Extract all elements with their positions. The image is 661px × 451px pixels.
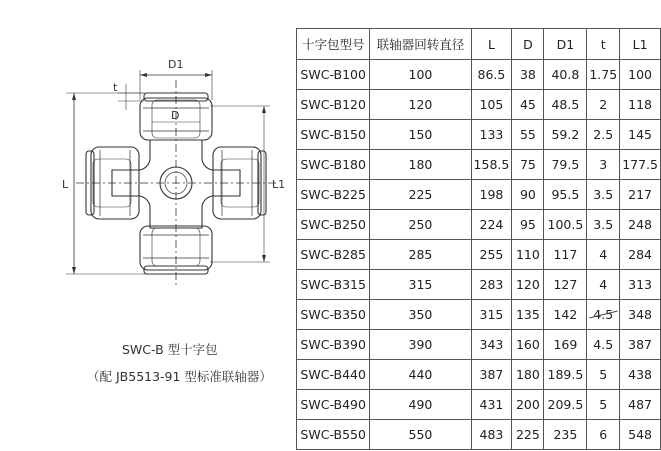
cell-diameter: 440 bbox=[370, 360, 471, 390]
cell-d: 55 bbox=[512, 120, 544, 150]
cell-d: 95 bbox=[512, 210, 544, 240]
cell-diameter: 250 bbox=[370, 210, 471, 240]
cell-diameter: 120 bbox=[370, 90, 471, 120]
cell-model: SWC-B285 bbox=[297, 240, 370, 270]
cell-d1: 117 bbox=[544, 240, 587, 270]
cell-diameter: 180 bbox=[370, 150, 471, 180]
cell-l: 283 bbox=[471, 270, 512, 300]
cell-d1: 189.5 bbox=[544, 360, 587, 390]
cell-l: 343 bbox=[471, 330, 512, 360]
table-row bbox=[297, 360, 661, 390]
cell-t: 3.5 bbox=[587, 210, 620, 240]
drawing-caption-note: （配 JB5513-91 型标准联轴器） bbox=[87, 369, 272, 384]
cell-d1: 48.5 bbox=[544, 90, 587, 120]
cell-model: SWC-B150 bbox=[297, 120, 370, 150]
cell-l1: 118 bbox=[620, 90, 661, 120]
cell-l1: 487 bbox=[620, 390, 661, 420]
cell-l: 133 bbox=[471, 120, 512, 150]
cell-d1: 169 bbox=[544, 330, 587, 360]
cell-t: 5 bbox=[587, 390, 620, 420]
table-row bbox=[297, 90, 661, 120]
header-d1: D1 bbox=[544, 29, 587, 60]
header-t: t bbox=[587, 29, 620, 60]
table-row bbox=[297, 120, 661, 150]
cell-l1: 145 bbox=[620, 120, 661, 150]
cell-d: 110 bbox=[512, 240, 544, 270]
cell-model: SWC-B100 bbox=[297, 60, 370, 90]
table-row bbox=[297, 270, 661, 300]
cell-l: 86.5 bbox=[471, 60, 512, 90]
cell-diameter: 550 bbox=[370, 420, 471, 450]
cell-d: 135 bbox=[512, 300, 544, 330]
header-l1: L1 bbox=[620, 29, 661, 60]
cell-l: 198 bbox=[471, 180, 512, 210]
cell-d1: 95.5 bbox=[544, 180, 587, 210]
cell-t: 4 bbox=[587, 270, 620, 300]
cell-diameter: 490 bbox=[370, 390, 471, 420]
table-row bbox=[297, 150, 661, 180]
cell-t bbox=[587, 300, 620, 330]
cell-model: SWC-B250 bbox=[297, 210, 370, 240]
cell-d1: 40.8 bbox=[544, 60, 587, 90]
cell-d1: 235 bbox=[544, 420, 587, 450]
cell-d1: 142 bbox=[544, 300, 587, 330]
table-row bbox=[297, 60, 661, 90]
table-row bbox=[297, 300, 661, 330]
label-l: L bbox=[62, 178, 69, 191]
cell-l1: 348 bbox=[620, 300, 661, 330]
cell-d: 120 bbox=[512, 270, 544, 300]
cell-d1: 79.5 bbox=[544, 150, 587, 180]
cell-d1: 209.5 bbox=[544, 390, 587, 420]
cell-model: SWC-B390 bbox=[297, 330, 370, 360]
header-diameter: 联轴器回转直径 bbox=[370, 29, 471, 60]
cell-l1: 284 bbox=[620, 240, 661, 270]
cell-t: 2 bbox=[587, 90, 620, 120]
cell-l1: 217 bbox=[620, 180, 661, 210]
cell-d1: 59.2 bbox=[544, 120, 587, 150]
spec-table bbox=[296, 28, 661, 450]
cell-t: 4.5 bbox=[587, 330, 620, 360]
cell-l: 483 bbox=[471, 420, 512, 450]
drawing-caption-model: SWC-B 型十字包 bbox=[122, 342, 218, 357]
label-d1: D1 bbox=[168, 58, 184, 71]
cell-d: 90 bbox=[512, 180, 544, 210]
cell-d1: 100.5 bbox=[544, 210, 587, 240]
table-row bbox=[297, 240, 661, 270]
cell-l: 255 bbox=[471, 240, 512, 270]
cell-l: 431 bbox=[471, 390, 512, 420]
cell-l1: 438 bbox=[620, 360, 661, 390]
cell-model: SWC-B180 bbox=[297, 150, 370, 180]
cell-diameter: 390 bbox=[370, 330, 471, 360]
cell-l1: 100 bbox=[620, 60, 661, 90]
cell-model: SWC-B550 bbox=[297, 420, 370, 450]
cell-d1: 127 bbox=[544, 270, 587, 300]
cell-t: 1.75 bbox=[587, 60, 620, 90]
cell-l1: 313 bbox=[620, 270, 661, 300]
table-header-row bbox=[297, 29, 661, 60]
cell-model: SWC-B350 bbox=[297, 300, 370, 330]
header-l: L bbox=[471, 29, 512, 60]
cell-model: SWC-B315 bbox=[297, 270, 370, 300]
cell-t: 3 bbox=[587, 150, 620, 180]
cell-l1: 177.5 bbox=[620, 150, 661, 180]
header-d: D bbox=[512, 29, 544, 60]
cell-d: 200 bbox=[512, 390, 544, 420]
table-row bbox=[297, 420, 661, 450]
cell-d: 75 bbox=[512, 150, 544, 180]
table-row bbox=[297, 330, 661, 360]
cell-diameter: 315 bbox=[370, 270, 471, 300]
cell-l: 224 bbox=[471, 210, 512, 240]
label-l1: L1 bbox=[272, 178, 286, 191]
cell-l1: 387 bbox=[620, 330, 661, 360]
cell-l1: 548 bbox=[620, 420, 661, 450]
handwritten-correction: 4.5 bbox=[593, 307, 614, 322]
cell-model: SWC-B490 bbox=[297, 390, 370, 420]
cell-d: 180 bbox=[512, 360, 544, 390]
cell-diameter: 100 bbox=[370, 60, 471, 90]
table-row bbox=[297, 390, 661, 420]
cell-l: 105 bbox=[471, 90, 512, 120]
cell-t: 4 bbox=[587, 240, 620, 270]
cell-l: 158.5 bbox=[471, 150, 512, 180]
cell-t: 6 bbox=[587, 420, 620, 450]
cell-model: SWC-B440 bbox=[297, 360, 370, 390]
cell-d: 160 bbox=[512, 330, 544, 360]
cell-t: 2.5 bbox=[587, 120, 620, 150]
table-row bbox=[297, 180, 661, 210]
cell-d: 38 bbox=[512, 60, 544, 90]
label-t: t bbox=[113, 81, 118, 94]
cell-model: SWC-B120 bbox=[297, 90, 370, 120]
cell-d: 225 bbox=[512, 420, 544, 450]
cell-diameter: 225 bbox=[370, 180, 471, 210]
cell-diameter: 285 bbox=[370, 240, 471, 270]
cell-d: 45 bbox=[512, 90, 544, 120]
cell-diameter: 150 bbox=[370, 120, 471, 150]
cell-t: 5 bbox=[587, 360, 620, 390]
cell-l: 315 bbox=[471, 300, 512, 330]
label-d: D bbox=[171, 109, 180, 122]
header-model: 十字包型号 bbox=[297, 29, 370, 60]
cell-l1: 248 bbox=[620, 210, 661, 240]
cell-l: 387 bbox=[471, 360, 512, 390]
cell-diameter: 350 bbox=[370, 300, 471, 330]
table-row bbox=[297, 210, 661, 240]
cell-t: 3.5 bbox=[587, 180, 620, 210]
cell-model: SWC-B225 bbox=[297, 180, 370, 210]
